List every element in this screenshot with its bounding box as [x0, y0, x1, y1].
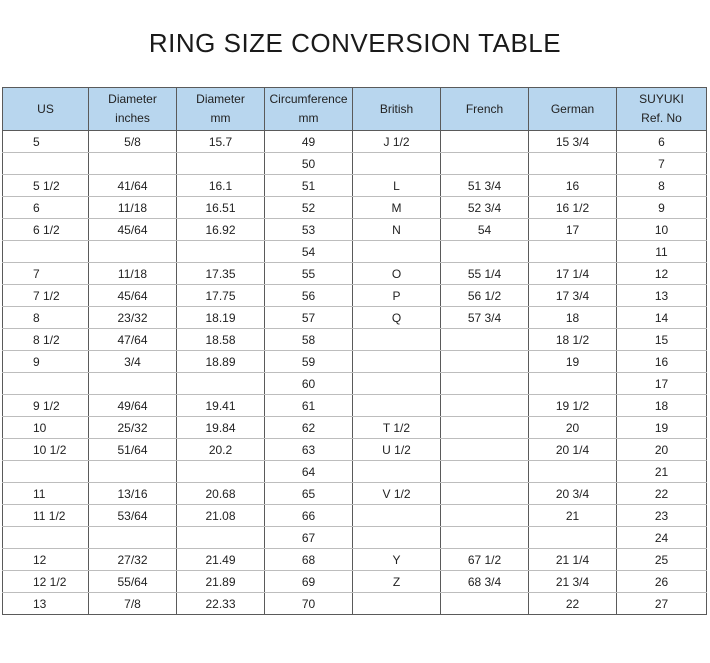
cell-diameter-mm	[177, 461, 265, 483]
table-row	[3, 351, 707, 373]
cell-us: 5 1/2	[3, 175, 89, 197]
cell-suyuki-ref: 20	[617, 439, 707, 461]
cell-us: 13	[3, 593, 89, 615]
cell-french	[441, 131, 529, 153]
cell-diameter-inches: 51/64	[89, 439, 177, 461]
cell-diameter-mm: 21.08	[177, 505, 265, 527]
col-header-line: Diameter	[108, 92, 157, 106]
table-row	[3, 395, 707, 417]
table-row	[3, 483, 707, 505]
cell-circumference-mm: 62	[265, 417, 353, 439]
table-row	[3, 329, 707, 351]
cell-suyuki-ref: 17	[617, 373, 707, 395]
cell-us: 9 1/2	[3, 395, 89, 417]
cell-british	[353, 505, 441, 527]
col-header-line: mm	[210, 111, 231, 125]
cell-british: Y	[353, 549, 441, 571]
cell-german: 21 3/4	[529, 571, 617, 593]
cell-british: Q	[353, 307, 441, 329]
cell-british: U 1/2	[353, 439, 441, 461]
cell-diameter-mm: 20.2	[177, 439, 265, 461]
cell-diameter-mm	[177, 373, 265, 395]
col-header-diameter-mm	[177, 88, 265, 131]
header-row	[3, 88, 707, 131]
cell-french: 67 1/2	[441, 549, 529, 571]
cell-us	[3, 527, 89, 549]
cell-german	[529, 527, 617, 549]
cell-german: 18 1/2	[529, 329, 617, 351]
col-header-line: SUYUKI	[639, 92, 684, 106]
cell-diameter-inches	[89, 461, 177, 483]
cell-german	[529, 241, 617, 263]
cell-diameter-inches: 25/32	[89, 417, 177, 439]
col-header-german	[529, 88, 617, 131]
cell-suyuki-ref: 19	[617, 417, 707, 439]
col-header-diameter-inches	[89, 88, 177, 131]
cell-german: 21	[529, 505, 617, 527]
cell-diameter-mm	[177, 527, 265, 549]
cell-suyuki-ref: 10	[617, 219, 707, 241]
cell-us	[3, 373, 89, 395]
cell-suyuki-ref: 7	[617, 153, 707, 175]
cell-british: O	[353, 263, 441, 285]
table-row	[3, 571, 707, 593]
cell-british	[353, 373, 441, 395]
col-header-circumference-mm	[265, 88, 353, 131]
cell-circumference-mm: 51	[265, 175, 353, 197]
cell-diameter-mm: 19.84	[177, 417, 265, 439]
cell-suyuki-ref: 11	[617, 241, 707, 263]
cell-french: 68 3/4	[441, 571, 529, 593]
col-header-british	[353, 88, 441, 131]
cell-diameter-inches	[89, 527, 177, 549]
cell-suyuki-ref: 21	[617, 461, 707, 483]
cell-circumference-mm: 66	[265, 505, 353, 527]
cell-german: 22	[529, 593, 617, 615]
table-row	[3, 219, 707, 241]
cell-french	[441, 395, 529, 417]
cell-suyuki-ref: 22	[617, 483, 707, 505]
table-row	[3, 197, 707, 219]
cell-french	[441, 241, 529, 263]
cell-french: 54	[441, 219, 529, 241]
cell-french: 57 3/4	[441, 307, 529, 329]
cell-german: 20 1/4	[529, 439, 617, 461]
cell-diameter-mm: 18.58	[177, 329, 265, 351]
cell-circumference-mm: 56	[265, 285, 353, 307]
cell-diameter-mm: 19.41	[177, 395, 265, 417]
cell-diameter-inches: 11/18	[89, 197, 177, 219]
cell-french: 55 1/4	[441, 263, 529, 285]
cell-diameter-inches: 55/64	[89, 571, 177, 593]
cell-british	[353, 351, 441, 373]
col-header-line: inches	[115, 111, 150, 125]
cell-circumference-mm: 60	[265, 373, 353, 395]
cell-french	[441, 505, 529, 527]
cell-circumference-mm: 64	[265, 461, 353, 483]
cell-diameter-inches: 27/32	[89, 549, 177, 571]
cell-circumference-mm: 58	[265, 329, 353, 351]
cell-german: 20 3/4	[529, 483, 617, 505]
cell-circumference-mm: 70	[265, 593, 353, 615]
table-row	[3, 131, 707, 153]
cell-suyuki-ref: 6	[617, 131, 707, 153]
cell-diameter-inches: 45/64	[89, 285, 177, 307]
cell-suyuki-ref: 13	[617, 285, 707, 307]
cell-suyuki-ref: 18	[617, 395, 707, 417]
cell-french	[441, 593, 529, 615]
cell-british	[353, 593, 441, 615]
cell-circumference-mm: 49	[265, 131, 353, 153]
cell-german: 19	[529, 351, 617, 373]
cell-diameter-mm: 15.7	[177, 131, 265, 153]
cell-circumference-mm: 59	[265, 351, 353, 373]
cell-british	[353, 329, 441, 351]
cell-us: 6 1/2	[3, 219, 89, 241]
cell-us: 11	[3, 483, 89, 505]
table-row	[3, 153, 707, 175]
cell-french	[441, 461, 529, 483]
cell-diameter-mm: 21.49	[177, 549, 265, 571]
cell-diameter-inches	[89, 241, 177, 263]
cell-diameter-mm: 17.35	[177, 263, 265, 285]
cell-circumference-mm: 55	[265, 263, 353, 285]
cell-us: 7	[3, 263, 89, 285]
col-header-line: Ref. No	[641, 111, 682, 125]
cell-british	[353, 395, 441, 417]
cell-diameter-inches: 3/4	[89, 351, 177, 373]
cell-french	[441, 417, 529, 439]
col-header-line: British	[379, 101, 414, 116]
cell-us: 11 1/2	[3, 505, 89, 527]
cell-diameter-inches: 45/64	[89, 219, 177, 241]
cell-french	[441, 439, 529, 461]
cell-us: 7 1/2	[3, 285, 89, 307]
table-body	[3, 131, 707, 615]
cell-circumference-mm: 52	[265, 197, 353, 219]
cell-french	[441, 329, 529, 351]
col-header-us	[3, 88, 89, 131]
col-header-french	[441, 88, 529, 131]
cell-circumference-mm: 57	[265, 307, 353, 329]
col-header-line: French	[465, 101, 504, 116]
cell-french	[441, 483, 529, 505]
col-header-line: US	[37, 101, 54, 116]
cell-us: 8 1/2	[3, 329, 89, 351]
table-row	[3, 417, 707, 439]
table-row	[3, 461, 707, 483]
cell-british: Z	[353, 571, 441, 593]
cell-german	[529, 153, 617, 175]
table-row	[3, 241, 707, 263]
cell-circumference-mm: 54	[265, 241, 353, 263]
cell-british: M	[353, 197, 441, 219]
table-row	[3, 373, 707, 395]
col-header-suyuki-ref	[617, 88, 707, 131]
cell-us: 10	[3, 417, 89, 439]
cell-us: 12 1/2	[3, 571, 89, 593]
cell-british	[353, 461, 441, 483]
cell-suyuki-ref: 9	[617, 197, 707, 219]
table-row	[3, 527, 707, 549]
cell-suyuki-ref: 25	[617, 549, 707, 571]
cell-diameter-inches: 11/18	[89, 263, 177, 285]
cell-suyuki-ref: 24	[617, 527, 707, 549]
cell-suyuki-ref: 27	[617, 593, 707, 615]
col-header-line: Circumference	[269, 92, 348, 106]
cell-british: V 1/2	[353, 483, 441, 505]
cell-diameter-mm: 18.19	[177, 307, 265, 329]
cell-us: 6	[3, 197, 89, 219]
cell-suyuki-ref: 15	[617, 329, 707, 351]
cell-german: 17	[529, 219, 617, 241]
cell-french	[441, 153, 529, 175]
cell-german	[529, 373, 617, 395]
cell-diameter-mm: 20.68	[177, 483, 265, 505]
col-header-line: German	[550, 101, 595, 116]
table-row	[3, 593, 707, 615]
cell-us: 9	[3, 351, 89, 373]
cell-us: 12	[3, 549, 89, 571]
cell-diameter-mm: 21.89	[177, 571, 265, 593]
cell-suyuki-ref: 16	[617, 351, 707, 373]
cell-circumference-mm: 67	[265, 527, 353, 549]
cell-suyuki-ref: 8	[617, 175, 707, 197]
cell-french: 51 3/4	[441, 175, 529, 197]
cell-us: 8	[3, 307, 89, 329]
cell-diameter-inches: 7/8	[89, 593, 177, 615]
cell-british	[353, 527, 441, 549]
cell-british: P	[353, 285, 441, 307]
cell-german: 16 1/2	[529, 197, 617, 219]
cell-circumference-mm: 68	[265, 549, 353, 571]
cell-british	[353, 241, 441, 263]
cell-diameter-inches	[89, 373, 177, 395]
cell-diameter-inches: 41/64	[89, 175, 177, 197]
cell-circumference-mm: 53	[265, 219, 353, 241]
cell-british	[353, 153, 441, 175]
cell-us	[3, 241, 89, 263]
cell-french	[441, 351, 529, 373]
cell-circumference-mm: 69	[265, 571, 353, 593]
cell-british: N	[353, 219, 441, 241]
cell-german: 17 1/4	[529, 263, 617, 285]
cell-german: 16	[529, 175, 617, 197]
cell-diameter-inches	[89, 153, 177, 175]
cell-us	[3, 461, 89, 483]
table-row	[3, 175, 707, 197]
cell-german	[529, 461, 617, 483]
table-row	[3, 549, 707, 571]
cell-circumference-mm: 50	[265, 153, 353, 175]
table-row	[3, 439, 707, 461]
cell-diameter-mm: 18.89	[177, 351, 265, 373]
cell-diameter-mm	[177, 241, 265, 263]
cell-diameter-mm: 22.33	[177, 593, 265, 615]
cell-circumference-mm: 63	[265, 439, 353, 461]
cell-diameter-mm	[177, 153, 265, 175]
cell-diameter-mm: 16.92	[177, 219, 265, 241]
ring-size-table	[2, 87, 707, 615]
table-row	[3, 285, 707, 307]
cell-french	[441, 373, 529, 395]
cell-us: 10 1/2	[3, 439, 89, 461]
cell-diameter-mm: 16.1	[177, 175, 265, 197]
table-row	[3, 263, 707, 285]
cell-circumference-mm: 61	[265, 395, 353, 417]
col-header-line: mm	[298, 111, 319, 125]
cell-suyuki-ref: 23	[617, 505, 707, 527]
col-header-line: Diameter	[196, 92, 245, 106]
table-row	[3, 307, 707, 329]
cell-french: 52 3/4	[441, 197, 529, 219]
cell-british: J 1/2	[353, 131, 441, 153]
cell-german: 19 1/2	[529, 395, 617, 417]
cell-suyuki-ref: 14	[617, 307, 707, 329]
cell-circumference-mm: 65	[265, 483, 353, 505]
cell-german: 21 1/4	[529, 549, 617, 571]
cell-diameter-inches: 13/16	[89, 483, 177, 505]
cell-german: 15 3/4	[529, 131, 617, 153]
cell-german: 17 3/4	[529, 285, 617, 307]
cell-german: 18	[529, 307, 617, 329]
cell-diameter-mm: 17.75	[177, 285, 265, 307]
table-row	[3, 505, 707, 527]
cell-suyuki-ref: 26	[617, 571, 707, 593]
cell-french	[441, 527, 529, 549]
cell-suyuki-ref: 12	[617, 263, 707, 285]
cell-diameter-inches: 49/64	[89, 395, 177, 417]
cell-us	[3, 153, 89, 175]
page-title: RING SIZE CONVERSION TABLE	[148, 28, 562, 58]
cell-british: L	[353, 175, 441, 197]
cell-british: T 1/2	[353, 417, 441, 439]
cell-diameter-inches: 47/64	[89, 329, 177, 351]
cell-diameter-inches: 23/32	[89, 307, 177, 329]
cell-diameter-inches: 5/8	[89, 131, 177, 153]
cell-german: 20	[529, 417, 617, 439]
cell-diameter-inches: 53/64	[89, 505, 177, 527]
cell-us: 5	[3, 131, 89, 153]
cell-diameter-mm: 16.51	[177, 197, 265, 219]
cell-french: 56 1/2	[441, 285, 529, 307]
